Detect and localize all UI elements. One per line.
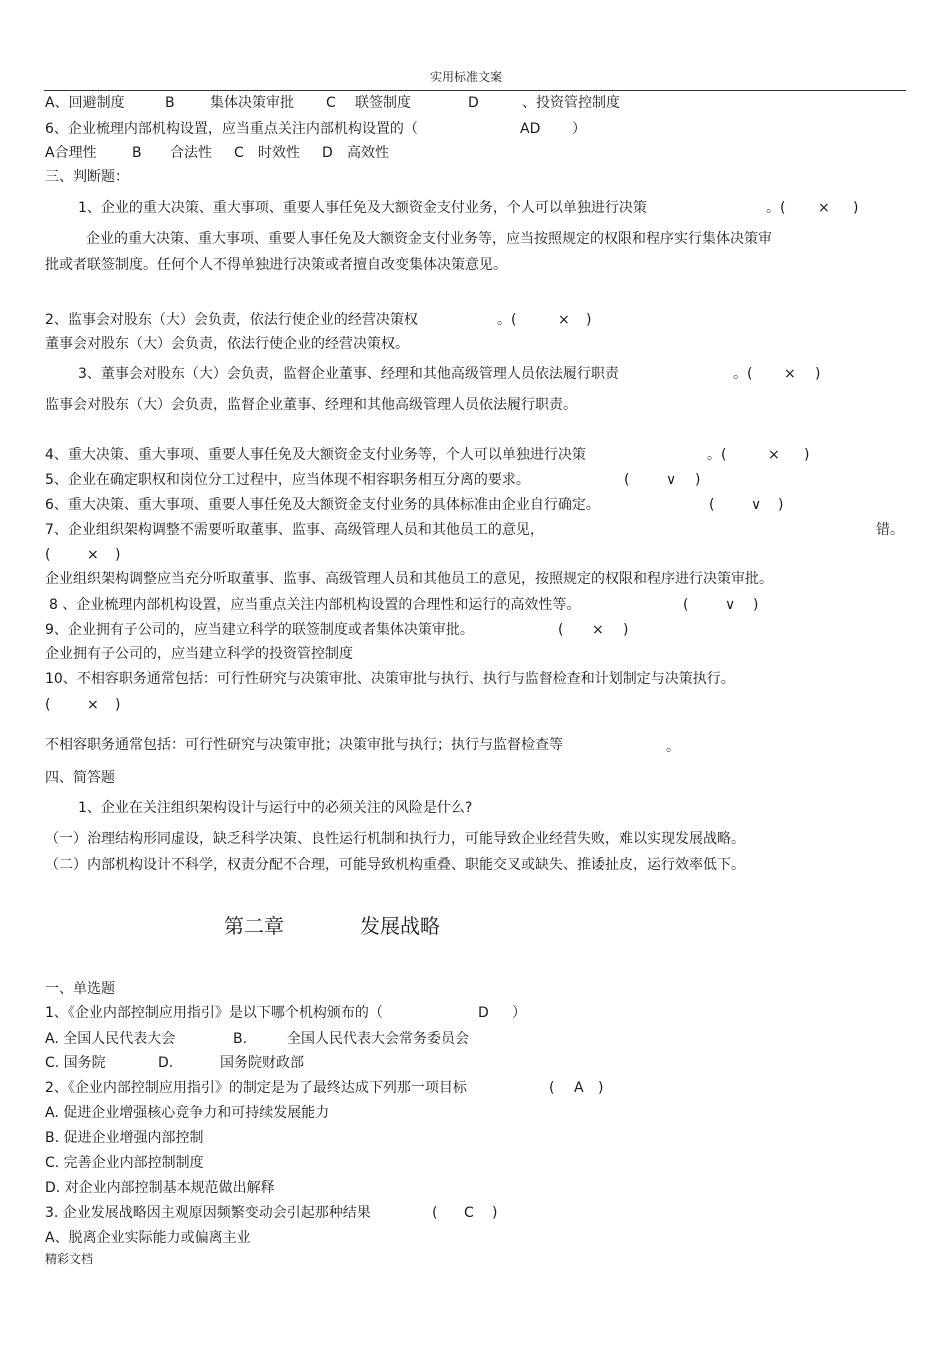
option-d: 、投资管控制度 bbox=[522, 95, 620, 111]
c2q2-option-c: C. 完善企业内部控制制度 bbox=[45, 1155, 204, 1171]
judge-8: 8 、企业梳理内部机构设置，应当重点关注内部机构设置的合理性和运行的高效性等。 bbox=[49, 597, 581, 613]
c2-question-1-answer: D bbox=[478, 1005, 489, 1021]
judge-10-explanation: 不相容职务通常包括：可行性研究与决策审批；决策审批与执行；执行与监督检查等 bbox=[45, 737, 563, 753]
judge-8-answer: ∨ bbox=[725, 597, 736, 613]
judge-9: 9、企业拥有子公司的，应当建立科学的联签制度或者集体决策审批。 bbox=[45, 622, 474, 638]
judge-9-answer: × bbox=[592, 622, 604, 638]
judge-10-open: ( bbox=[45, 697, 51, 713]
judge-7-close: ) bbox=[115, 547, 121, 563]
c2q1-option-c: C. 国务院 bbox=[45, 1055, 106, 1071]
q6-option-a: A合理性 bbox=[45, 145, 97, 161]
judge-5: 5、企业在确定职权和岗位分工过程中，应当体现不相容职务相互分离的要求。 bbox=[45, 472, 530, 488]
judge-3: 3、董事会对股东（大）会负责，监督企业董事、经理和其他高级管理人员依法履行职责 bbox=[78, 366, 619, 382]
q6-option-c: 时效性 bbox=[258, 145, 300, 161]
q6-option-d-letter: D bbox=[322, 145, 333, 161]
section-3-title: 三、判断题： bbox=[45, 169, 129, 185]
page-footer: 精彩文档 bbox=[45, 1252, 94, 1266]
chapter-2-section-1: 一、单选题 bbox=[45, 981, 115, 997]
judge-6-answer: ∨ bbox=[751, 497, 762, 513]
judge-1-explanation-2: 批或者联签制度。任何个人不得单独进行决策或者擅自改变集体决策意见。 bbox=[45, 257, 507, 273]
judge-5-answer: ∨ bbox=[666, 472, 677, 488]
c2-question-2-close: ) bbox=[598, 1080, 604, 1096]
option-a: A、回避制度 bbox=[45, 95, 125, 111]
judge-7: 7、企业组织架构调整不需要听取董事、监事、高级管理人员和其他员工的意见， bbox=[45, 522, 544, 538]
c2-question-3-answer: C bbox=[464, 1205, 474, 1221]
judge-5-open: ( bbox=[624, 472, 630, 488]
option-c-letter: C bbox=[326, 95, 336, 111]
judge-1-close: ) bbox=[853, 200, 859, 216]
judge-1-answer: × bbox=[818, 200, 830, 216]
judge-3-explanation: 监事会对股东（大）会负责，监督企业董事、经理和其他高级管理人员依法履行职责。 bbox=[45, 397, 577, 413]
judge-7-tail: 错。 bbox=[876, 522, 904, 538]
c2q2-option-a: A. 促进企业增强核心竞争力和可持续发展能力 bbox=[45, 1105, 330, 1121]
c2q2-option-d: D. 对企业内部控制基本规范做出解释 bbox=[45, 1180, 275, 1196]
option-b-letter: B bbox=[165, 95, 175, 111]
short-answer-1: （一）治理结构形同虚设，缺乏科学决策、良性运行机制和执行力，可能导致企业经营失败，难以实现发展战略。 bbox=[45, 831, 745, 847]
chapter-number: 第二章 bbox=[224, 914, 284, 938]
judge-1: 1、企业的重大决策、重大事项、重要人事任免及大额资金支付业务，个人可以单独进行决策 bbox=[78, 200, 647, 216]
judge-7-explanation: 企业组织架构调整应当充分听取董事、监事、高级管理人员和其他员工的意见，按照规定的权限和程序进行决策审批。 bbox=[45, 571, 773, 587]
header-rule bbox=[44, 90, 906, 91]
judge-8-close: ) bbox=[753, 597, 759, 613]
c2q1-option-b-letter: B. bbox=[233, 1031, 248, 1047]
c2q1-option-b: 全国人民代表大会常务委员会 bbox=[287, 1031, 469, 1047]
c2-question-3-open: ( bbox=[432, 1205, 438, 1221]
judge-4-answer: × bbox=[768, 447, 780, 463]
section-4-title: 四、简答题 bbox=[45, 770, 115, 786]
judge-1-mark: 。( bbox=[766, 200, 786, 216]
judge-9-open: ( bbox=[558, 622, 564, 638]
judge-2-close: ) bbox=[586, 312, 592, 328]
judge-2-answer: × bbox=[558, 312, 570, 328]
c2-question-1: 1、《企业内部控制应用指引》是以下哪个机构颁布的（ bbox=[45, 1005, 383, 1021]
question-6-answer: AD bbox=[520, 121, 541, 137]
c2-question-2: 2、《企业内部控制应用指引》的制定是为了最终达成下列那一项目标 bbox=[45, 1080, 467, 1096]
judge-10-answer: × bbox=[87, 697, 99, 713]
c2-question-2-open: ( bbox=[549, 1080, 555, 1096]
judge-2: 2、监事会对股东（大）会负责，依法行使企业的经营决策权 bbox=[45, 312, 418, 328]
judge-4-close: ) bbox=[804, 447, 810, 463]
judge-3-mark: 。( bbox=[733, 366, 753, 382]
short-answer-2: （二）内部机构设计不科学，权责分配不合理，可能导致机构重叠、职能交叉或缺失、推诿扯皮，运行效率低下。 bbox=[45, 857, 745, 873]
chapter-title: 发展战略 bbox=[360, 914, 440, 938]
judge-8-open: ( bbox=[683, 597, 689, 613]
judge-10-explanation-mark: 。 bbox=[666, 739, 680, 755]
option-d-letter: D bbox=[468, 95, 479, 111]
judge-7-open: ( bbox=[45, 547, 51, 563]
judge-2-mark: 。( bbox=[497, 312, 517, 328]
c2q1-option-a: A. 全国人民代表大会 bbox=[45, 1031, 176, 1047]
judge-10-close: ) bbox=[115, 697, 121, 713]
q6-option-d: 高效性 bbox=[347, 145, 389, 161]
c2-question-1-close: ） bbox=[512, 1005, 526, 1021]
judge-9-close: ) bbox=[623, 622, 629, 638]
short-question-1: 1、企业在关注组织架构设计与运行中的必须关注的风险是什么? bbox=[78, 800, 473, 816]
option-c: 联签制度 bbox=[355, 95, 411, 111]
c2-question-3-close: ) bbox=[492, 1205, 498, 1221]
judge-4-mark: 。( bbox=[707, 447, 727, 463]
judge-9-explanation: 企业拥有子公司的，应当建立科学的投资管控制度 bbox=[45, 646, 353, 662]
option-b: 集体决策审批 bbox=[210, 95, 294, 111]
question-6-close: ） bbox=[572, 121, 586, 137]
judge-6-close: ) bbox=[778, 497, 784, 513]
judge-4: 4、重大决策、重大事项、重要人事任免及大额资金支付业务等，个人可以单独进行决策 bbox=[45, 447, 586, 463]
judge-3-answer: × bbox=[784, 366, 796, 382]
judge-2-explanation: 董事会对股东（大）会负责，依法行使企业的经营决策权。 bbox=[45, 336, 409, 352]
c2q2-option-b: B. 促进企业增强内部控制 bbox=[45, 1130, 204, 1146]
c2q1-option-d: 国务院财政部 bbox=[220, 1055, 304, 1071]
judge-5-close: ) bbox=[695, 472, 701, 488]
judge-1-explanation-1: 企业的重大决策、重大事项、重要人事任免及大额资金支付业务等，应当按照规定的权限和程序实行集体决策审 bbox=[86, 231, 772, 247]
judge-3-close: ) bbox=[815, 366, 821, 382]
judge-6-open: ( bbox=[709, 497, 715, 513]
q6-option-b-letter: B bbox=[132, 145, 142, 161]
q6-option-b: 合法性 bbox=[170, 145, 212, 161]
c2-question-3: 3. 企业发展战略因主观原因频繁变动会引起那种结果 bbox=[45, 1205, 371, 1221]
c2q1-option-d-letter: D. bbox=[158, 1055, 174, 1071]
judge-6: 6、重大决策、重大事项、重要人事任免及大额资金支付业务的具体标准由企业自行确定。 bbox=[45, 497, 600, 513]
q6-option-c-letter: C bbox=[234, 145, 244, 161]
header-title: 实用标准文案 bbox=[430, 70, 503, 84]
c2q3-option-a: A、脱离企业实际能力或偏离主业 bbox=[45, 1230, 251, 1246]
c2-question-2-answer: A bbox=[574, 1080, 584, 1096]
question-6: 6、企业梳理内部机构设置，应当重点关注内部机构设置的（ bbox=[45, 121, 418, 137]
judge-7-answer: × bbox=[87, 547, 99, 563]
judge-10: 10、不相容职务通常包括：可行性研究与决策审批、决策审批与执行、执行与监督检查和计划制定与决策执行。 bbox=[45, 671, 735, 687]
